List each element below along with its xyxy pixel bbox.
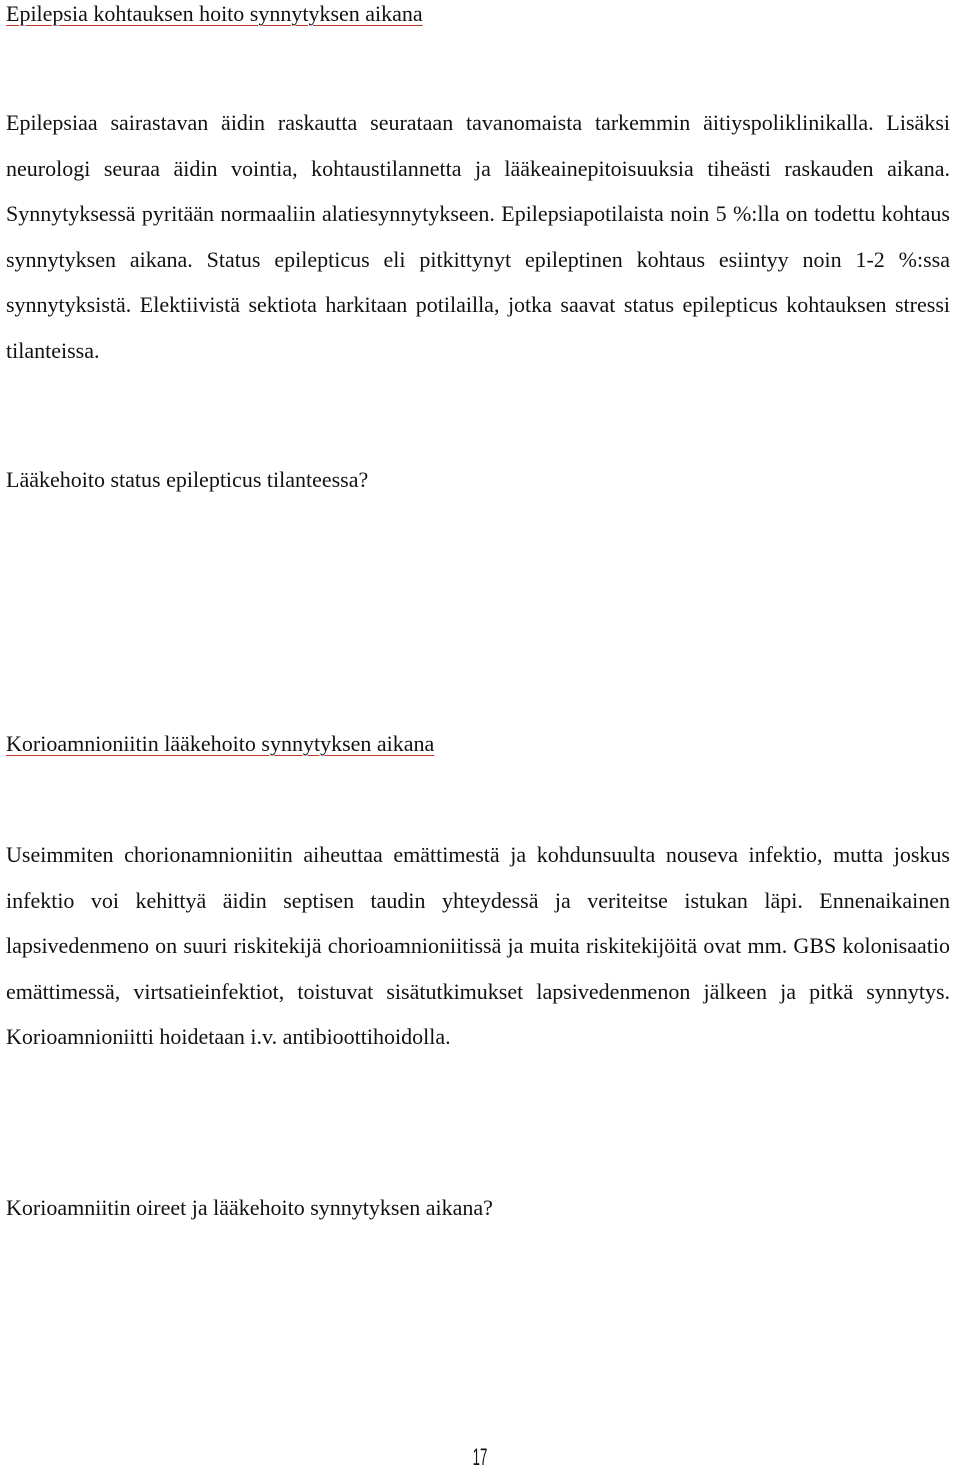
section-paragraph-chorioamnionitis: Useimmiten chorionamnioniitin aiheuttaa emättimestä ja kohdunsuulta nouseva infektio, mutta joskus infektio voi kehittyä äidin septisen taudin yhteydessä ja veriteitse istukan läpi. Ennenaikainen lapsivedenmeno on suuri riskitekijä chorioamnioniitissä ja muita riskitekijöitä ovat mm. GBS kolonisaatio emättimessä, virtsatieinfektiot, toistuvat sisätutkimukset lapsivedenmenon jälkeen ja pitkä synnytys. Korioamnioniitti hoidetaan i.v. antibioottihoidolla.	[6, 842, 950, 1050]
page-number: 17	[472, 1444, 488, 1471]
question-epilepsy: Lääkehoito status epilepticus tilanteessa?	[6, 467, 369, 492]
question-chorioamnionitis: Korioamniitin oireet ja lääkehoito synnytyksen aikana?	[6, 1195, 493, 1220]
section-paragraph-epilepsy: Epilepsiaa sairastavan äidin raskautta seurataan tavanomaista tarkemmin äitiyspoliklinikalla. Lisäksi neurologi seuraa äidin vointia, kohtaustilannetta ja lääkeainepitoisuuksia tiheästi raskauden aikana. Synnytyksessä pyritään normaaliin alatiesynnytykseen. Epilepsiapotilaista noin 5 %:lla on todettu kohtaus synnytyksen aikana. Status epilepticus eli pitkittynyt epileptinen kohtaus esiintyy noin 1-2 %:ssa synnytyksistä. Elektiivistä sektiota harkitaan potilailla, jotka saavat status epilepticus kohtauksen stressi tilanteissa.	[6, 110, 950, 363]
section-heading-chorioamnionitis: Korioamnioniitin lääkehoito synnytyksen aikana	[6, 731, 435, 756]
section-heading-epilepsy: Epilepsia kohtauksen hoito synnytyksen aikana	[6, 1, 423, 26]
